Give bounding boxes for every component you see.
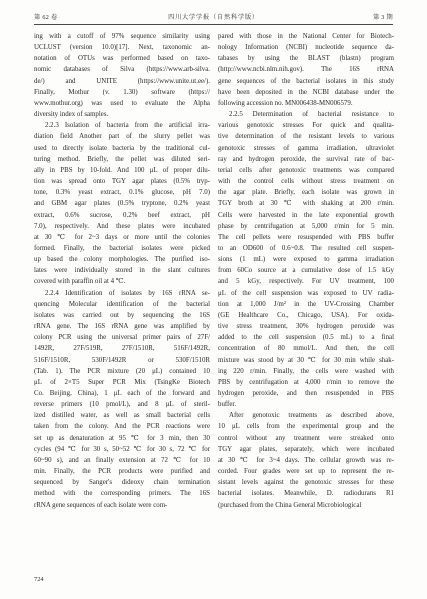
text-line: turing method. Briefly, the pellet was diluted seri- <box>34 155 210 163</box>
text-line: set up as denaturation at 95 ℃ for 3 min, then 30 <box>34 434 210 442</box>
text-line: terial cells after genotoxic treatments was compared <box>218 166 394 174</box>
text-line: up based the colony morphologies. The purified iso- <box>34 256 210 264</box>
text-line: tive stress treatment, 30% hydrogen peroxide was <box>218 323 394 331</box>
text-line: mixture was stood by at 30 ℃ for 30 min while shak- <box>218 356 394 364</box>
journal-title: 四川大学学报（自然科学版） <box>168 14 259 21</box>
text-line: Co. Beijing, China), 1 μL each of the forward and <box>34 390 210 397</box>
text-line: have been deposited in the NCBI database under the <box>218 88 394 96</box>
text-line: 7.0), respectively. And these plates were incubated <box>34 222 210 230</box>
text-line: tabases by using the BLAST (blastn) program <box>218 55 394 63</box>
paragraph <box>34 31 210 120</box>
text-line: cycles (94 ℃ for 30 s, 50~52 ℃ for 30 s, 72 ℃ for <box>34 445 210 453</box>
text-line: (http://www.ncbi.nlm.nih.gov). The 16S rRNA <box>218 66 394 74</box>
text-line: and GBM agar plates (0.5% tryptone, 0.2% yeast <box>34 200 210 208</box>
text-line: isolates was carried out by sequencing the 16S <box>34 311 210 319</box>
text-line: μL of 2×T5 Super PCR Mix (TsingKe Biotech <box>34 378 210 386</box>
text-line: 1492R, 27F/519R, 27F/1510R, 516F/1492R, <box>34 345 210 353</box>
text-line: corded. Four grades were set up to represent the re- <box>218 468 394 476</box>
text-line: (purchased from the China General Microbiological <box>218 501 362 509</box>
text-line: following accession no. MN006438-MN006579. <box>218 99 353 107</box>
text-line: (GE Healthcare Co., Chicago, USA). For oxida- <box>218 311 394 319</box>
text-line: Finally, Mothur (v. 1.30) software (https:// <box>34 88 210 96</box>
text-line: 60~90 s), and an finally extension at 72 ℃ for 10 <box>34 456 210 464</box>
paragraph <box>34 120 210 287</box>
text-line: ing 220 r/min. Finally, the cells were washed with <box>218 367 394 375</box>
text-line: rRNA gene. The 16S rRNA gene was amplified by <box>34 323 210 331</box>
text-line: PBS by centrifugation at 4,000 r/min to remove the <box>218 378 394 386</box>
text-line: gene sequences of the bacterial isolates in this study <box>218 77 394 85</box>
text-line: sistant levels against the genotoxic stresses for these <box>218 479 394 487</box>
text-line: buffer. <box>218 401 237 409</box>
text-line: notation of OTUs was performed based on taxo- <box>34 55 210 63</box>
text-line: μL of the cell suspension was exposed to UV radia- <box>218 289 394 297</box>
text-line: extract, 0.6% sucrose, 0.2% beef extract, pH <box>34 211 210 219</box>
text-line: 10 μL cells from the experimental group and the <box>218 423 394 431</box>
text-line: taken from the colony. And the PCR reactions were <box>34 423 210 431</box>
text-line: quencing Molecular identification of the bacterial <box>34 300 210 308</box>
text-line: TGY agar plates, separately, which were incubated <box>218 445 394 453</box>
text-line: diation field Another part of the slurry pellet was <box>34 133 210 141</box>
text-line: from 60Co source at a cumulative dose of 1.5 kGy <box>218 267 394 275</box>
text-line: at 30 ℃ for 3~4 days. The cellular growth was re- <box>218 456 394 464</box>
text-line: the agar plate. Briefly, each isolate was grown in <box>218 189 394 197</box>
text-line: method with the corresponding primers. The 16S <box>34 490 210 498</box>
text-line: sions (1 mL) were exposed to gamma irradiation <box>218 256 394 264</box>
text-line: covered with paraffin oil at 4 ℃. <box>34 278 126 286</box>
text-line: 2.2.4 Identification of isolates by 16S rRNA se- <box>45 289 210 297</box>
text-line: to an OD600 of 0.6~0.8. The resulted cell suspen- <box>218 244 394 252</box>
text-line: diversity index of samples. <box>34 111 109 119</box>
text-line: nology Information (NCBI) nucleotide sequence da- <box>218 44 394 52</box>
text-line: used to directly isolate bacteria by the traditional cul- <box>34 144 210 152</box>
text-line: genotoxic stresses of gamma irradiation, ultraviolet <box>218 144 394 152</box>
issue-label: 第 3 期 <box>372 14 393 21</box>
text-line: and 5 kGy, respectively. For UV treatment, 100 <box>218 278 394 286</box>
text-line: concentration of 80 mmol/L. And then, the cell <box>218 345 394 353</box>
text-line: various genotoxic stresses For quick and qualita- <box>218 122 394 130</box>
text-line: tion was spread onto TGY agar plates (0.5% tryp- <box>34 178 210 186</box>
text-line: colony PCR using the universal primer pairs of 27F/ <box>34 334 210 342</box>
page-number: 724 <box>34 576 44 583</box>
text-line: ized distilled water, as well as small bacterial cells <box>34 412 210 420</box>
text-line: tion at 1,000 J/m² in the UV-Crossing Chamber <box>218 300 394 308</box>
text-line: ally in PBS by 10-fold. And 100 μL of proper dilu- <box>34 166 210 174</box>
text-line: control without any treatment were streaked onto <box>218 434 394 442</box>
text-line: at 30 ℃ for 2~3 days or more until the colonies <box>34 233 210 241</box>
paragraph <box>218 31 394 109</box>
paragraph <box>218 109 394 410</box>
text-line: tive determination of the resistant levels to various <box>218 133 394 141</box>
header-rule <box>34 24 393 25</box>
text-line: phase by centrifugation at 5,000 r/min for 5 min. <box>218 222 394 230</box>
text-line: hydrogen peroxide, and then resuspended in PBS <box>218 390 394 397</box>
text-line: bacterial isolates. Meanwhile, D. radiodurans R1 <box>218 490 394 498</box>
text-line: 2.2.3 Isolation of bacteria from the artificial irra- <box>45 122 210 130</box>
text-line: de/) and UNITE (https://www.unite.ut.ee/). <box>34 77 210 85</box>
text-line: nomic databases of Silva (https://www.arb-silva. <box>34 66 210 74</box>
text-line: Cells were harvested in the late exponential growth <box>218 211 394 219</box>
text-line: 516F/1510R, 530F/1492R or 530F/1510R <box>34 356 210 364</box>
right-column <box>218 31 394 511</box>
paragraph <box>218 410 394 510</box>
text-line: 2.2.5 Determination of bacterial resistance to <box>229 111 394 119</box>
volume-label: 第 62 卷 <box>34 14 58 21</box>
text-line: ing with a cutoff of 97% sequence similarity using <box>34 33 210 40</box>
text-line: The cell pellets were resuspended with PBS buffer <box>218 233 394 241</box>
text-line: formed. Finally, the bacterial isolates were picked <box>34 244 210 252</box>
paragraph <box>34 288 210 511</box>
text-line: with the control cells without stress treatment on <box>218 178 394 186</box>
text-line: rRNA gene sequences of each isolate were com- <box>34 501 168 509</box>
text-line: TGY broth at 30 ℃ with shaking at 200 r/min. <box>218 200 394 208</box>
text-line: ray and hydrogen peroxide, the survival rate of bac- <box>218 155 394 163</box>
text-line: www.mothur.org) was used to evaluate the Alpha <box>34 99 210 107</box>
text-line: min. Finally, the PCR products were purified and <box>34 468 210 476</box>
text-line: pared with those in the National Center for Biotech- <box>218 33 394 40</box>
text-line: added to the cell suspension (0.5 mL) to a final <box>218 334 394 342</box>
text-line: tone, 0.3% yeast extract, 0.1% glucose, pH 7.0) <box>34 189 210 197</box>
left-column <box>34 31 210 511</box>
text-line: reverse primers (10 pmol/L), and 8 μL of steril- <box>34 401 210 409</box>
text-line: UCLUST (version 10.0)[17]. Next, taxonomic an- <box>34 44 210 52</box>
text-line: After genotoxic treatments as described above, <box>229 412 394 420</box>
text-line: sequenced by Sanger's dideoxy chain termination <box>34 479 210 487</box>
text-line: lates were individually stored in the slant cultures <box>34 267 210 275</box>
text-line: (Tab. 1). The PCR mixture (20 μL) contained 10 <box>34 367 210 375</box>
